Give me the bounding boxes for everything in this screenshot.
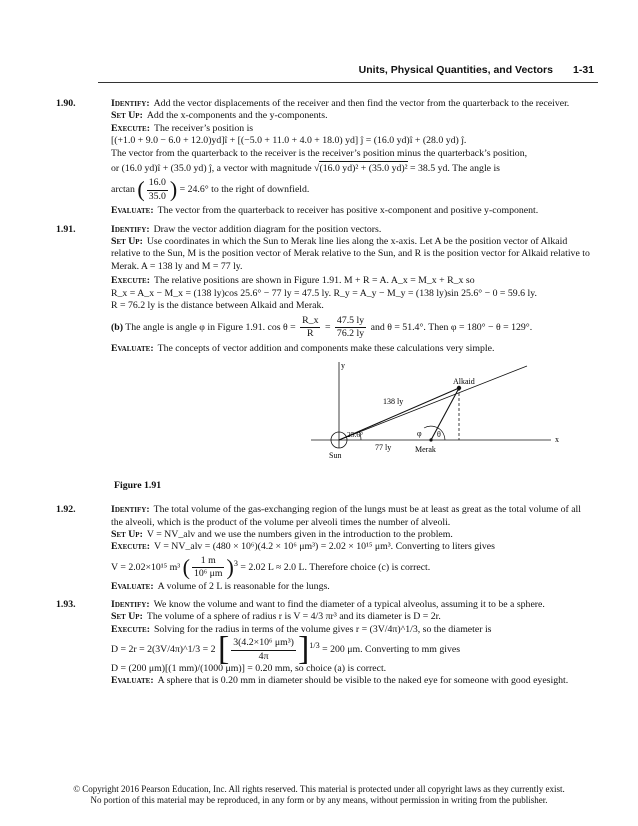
problem-number: 1.93. — [56, 598, 76, 610]
vector-text: The vector from the quarterback to the receiver is the receiver’s position minus the quarterback’s position, — [111, 147, 528, 159]
problem-1-93 — [56, 599, 594, 688]
cos-fraction-2: $\frac{47.5 ly}{76.2 ly}$ — [336, 314, 365, 339]
problem-number: 1.92. — [56, 504, 76, 516]
distance-statement: R = 76.2 ly is the distance between Alkaid and Merak. — [111, 300, 324, 312]
header-rule — [98, 82, 598, 83]
result-statement: D = (200 μm)[(1 mm)/(1000 μm)] = 0.20 mm, so choice (a) is correct. — [111, 663, 387, 674]
problem-1-90 — [56, 98, 594, 218]
execute-paragraph: Execute: Solving for the radius in terms of the volume gives r = (3V/4π)^1/3, so the diameter is — [111, 623, 492, 635]
solutions-body — [56, 92, 594, 688]
identify-paragraph: Identify: Add the vector displacements of the receiver and then find the vector from the quarterback to the receiver. — [111, 98, 570, 109]
setup-paragraph: Set Up: Use coordinates in which the Sun to Merak line lies along the x-axis. Let A be the position vector of Alkaid relative to the Sun, M is the position vector of Merak relative to the Sun, and R is the position vector for Alkaid relative to Merak. A = 138 ly and M = 77 ly. — [111, 236, 590, 272]
page-number: 1-31 — [572, 64, 594, 76]
problem-1-91 — [56, 224, 594, 492]
alkaid-point — [457, 386, 461, 390]
problem-number: 1.91. — [56, 223, 76, 235]
label-merak: Merak — [415, 444, 436, 454]
vector-r — [431, 388, 459, 440]
y-axis-label: y — [341, 360, 345, 370]
execute-paragraph: Execute: The receiver’s position is — [111, 122, 254, 134]
label-alkaid: Alkaid — [453, 376, 475, 386]
footer-line-1: © Copyright 2016 Pearson Education, Inc. All rights reserved. This material is protected under all copyright laws as they currently exist. — [73, 784, 565, 794]
diameter-fraction: $\frac{\text{3(4.2×10⁶ μm³)}}{4\pi}$ — [233, 637, 294, 662]
figure-caption: Figure 1.91 — [114, 479, 162, 491]
identify-paragraph: Identify: We know the volume and want to find the diameter of a typical alveolus, assuming it to be a sphere. — [111, 598, 545, 610]
identify-paragraph: Identify: The total volume of the gas-exchanging region of the lungs must be at least as great as the total volume of all the alveoli, which is the product of the volume per alveoli times the number of alveoli. — [111, 504, 581, 528]
sun-line — [339, 366, 527, 440]
copyright-footer — [40, 784, 598, 806]
identify-paragraph: Identify: Draw the vector addition diagram for the position vectors. — [111, 223, 382, 235]
execute-paragraph: Execute: V = NV_alv = (480 × 10⁶)(4.2 × 10⁶ μm³) = 2.02 × 10¹⁵ μm³. Converting to liters gives — [111, 541, 495, 553]
label-138: 138 ly — [383, 396, 404, 406]
setup-paragraph: Set Up: The volume of a sphere of radius r is V = 4/3 πr³ and its diameter is D = 2r. — [111, 611, 441, 623]
component-equations: R_x = A_x − M_x = (138 ly)cos 25.6° − 77 ly = 47.5 ly. R_y = A_y − M_y = (138 ly)sin 25.6° − 0 = 59.6 ly. — [111, 287, 537, 299]
problem-1-92 — [56, 504, 594, 593]
running-header — [359, 64, 594, 76]
setup-paragraph: Set Up: Add the x-components and the y-components. — [111, 110, 328, 122]
merak-point — [429, 438, 432, 441]
position-equation: [(+1.0 + 9.0 − 6.0 + 12.0)yd]î + [(−5.0 + 11.0 + 4.0 + 18.0) yd] ĵ = (16.0 yd)î + (28.0 yd) ĵ. — [111, 135, 467, 147]
execute-paragraph: Execute: The relative positions are shown in Figure 1.91. M + R = A. A_x = M_x + R_x so — [111, 275, 475, 287]
part-b: (b) The angle is angle φ in Figure 1.91. cos θ = $\frac{R\_x}{R}$ = $\frac{47.5 ly}{76.2 ly}$ and θ = 51.4°. Then φ = 180° − θ = 129°. — [111, 314, 533, 339]
conversion-equation: V = 2.02×10¹⁵ m³ ( $\frac{1 m}{\text{10⁶ μm}}$ )$^3$ = 2.02 L ≈ 2.0 L. Therefore choice (c) is correct. — [111, 554, 431, 580]
setup-paragraph: Set Up: V = NV_alv and we use the numbers given in the introduction to the problem. — [111, 528, 453, 540]
evaluate-paragraph: Evaluate: The concepts of vector addition and components make these calculations very simple. — [111, 343, 495, 355]
problem-number: 1.90. — [56, 98, 76, 109]
label-sun: Sun — [329, 450, 342, 460]
cos-fraction-1: $\frac{R\_x}{R}$ — [302, 314, 319, 339]
magnitude-radicand: (16.0 yd)² + (35.0 yd)² — [319, 163, 408, 175]
label-77: 77 ly — [375, 442, 392, 452]
diameter-equation: D = 2r = 2(3V/4π)^1/3 = 2 [ $\frac{\text{3(4.2×10⁶ μm³)}}{4\pi}$ ]$^{1/3}$ = 200 μm. Converting to mm gives — [111, 630, 461, 668]
angle-equation: arctan ( $\frac{16.0}{35.0}$ ) = 24.6° to the right of downfield. — [111, 177, 310, 203]
x-axis-label: x — [555, 434, 559, 444]
label-phi: φ — [417, 428, 422, 438]
angle-fraction: $\frac{16.0}{35.0}$ — [148, 177, 166, 202]
conversion-fraction: $\frac{1 m}{\text{10⁶ μm}}$ — [193, 554, 223, 580]
figure-1-91 — [111, 360, 594, 474]
footer-line-2: No portion of this material may be reproduced, in any form or by any means, without permission in writing from the publisher. — [90, 795, 548, 805]
vector-diagram — [281, 360, 621, 474]
magnitude-equation: or (16.0 yd)î + (35.0 yd) ĵ, a vector with magnitude √(16.0 yd)² + (35.0 yd)² = 38.5 yd. The angle is — [111, 163, 500, 175]
header-title: Units, Physical Quantities, and Vectors — [358, 64, 553, 76]
evaluate-paragraph: Evaluate: A sphere that is 0.20 mm in diameter should be visible to the naked eye for someone with good eyesight. — [111, 675, 569, 687]
label-angle: 25.6° — [347, 429, 364, 439]
evaluate-paragraph: Evaluate: The vector from the quarterback to receiver has positive x-component and positive y-component. — [111, 205, 539, 217]
evaluate-paragraph: Evaluate: A volume of 2 L is reasonable for the lungs. — [111, 580, 330, 592]
label-theta: θ — [437, 429, 441, 439]
